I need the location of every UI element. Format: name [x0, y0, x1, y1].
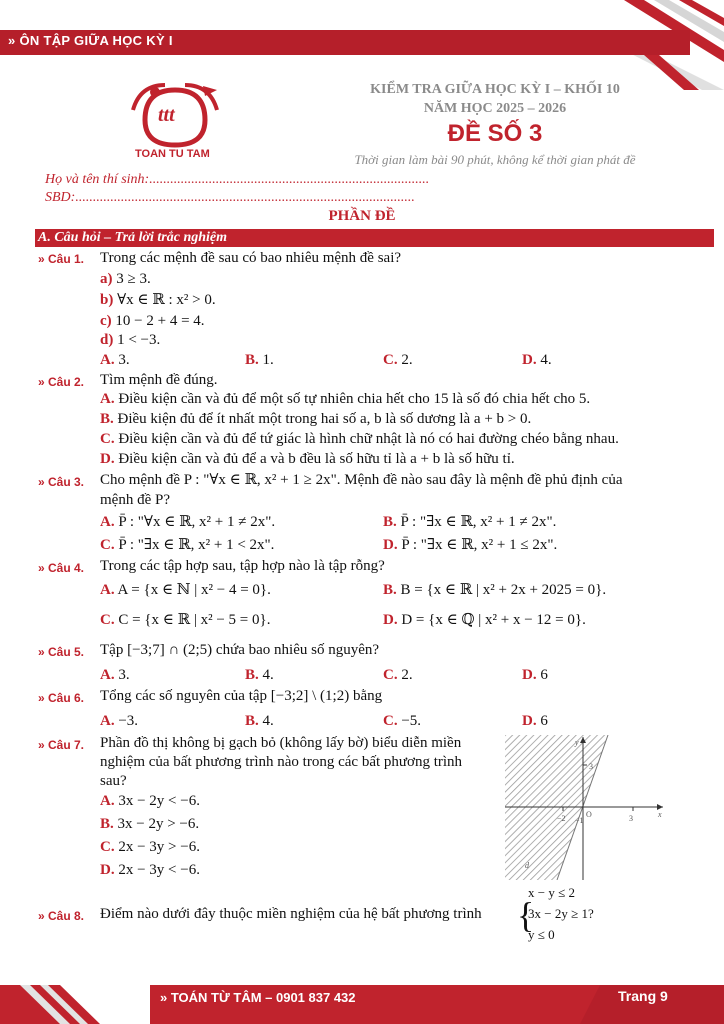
exam-title: KIỂM TRA GIỮA HỌC KỲ I – KHỐI 10 [370, 82, 620, 97]
q1-label: » Câu 1. [38, 252, 85, 266]
q3-option-b: B. P̄ : "∃x ∈ ℝ, x² + 1 ≠ 2x". [383, 514, 557, 530]
q5-label: » Câu 5. [38, 645, 85, 659]
q8-system-line: 3x − 2y ≥ 1? [528, 906, 594, 921]
exam-code: ĐỀ SỐ 3 [447, 120, 543, 147]
q3-label: » Câu 3. [38, 475, 85, 489]
name-line: Họ và tên thí sinh:................................................................................ [45, 172, 430, 187]
q7-label: » Câu 7. [38, 738, 85, 752]
q2-option-b: B. Điều kiện đủ để ít nhất một trong hai số a, b là số dương là a + b > 0. [100, 411, 532, 427]
q8-stem: Điểm nào dưới đây thuộc miền nghiệm của hệ bất phương trình [100, 906, 482, 922]
q5-option-b: B. 4. [245, 667, 274, 683]
q5-stem: Tập [−3;7] ∩ (2;5) chứa bao nhiêu số nguyên? [100, 642, 380, 658]
part-title: PHẦN ĐỀ [328, 208, 396, 224]
q1-item: a) 3 ≥ 3. [100, 271, 151, 287]
q7-stem-line: Phần đồ thị không bị gạch bỏ (không lấy bờ) biểu diễn miền [100, 735, 462, 751]
q7-option-d: D. 2x − 3y < −6. [100, 862, 200, 878]
q2-option-c: C. Điều kiện cần và đủ để tứ giác là hình chữ nhật là nó có hai đường chéo bằng nhau. [100, 431, 619, 447]
y-neg-label: −1 [575, 816, 584, 825]
page-number: Trang 9 [618, 988, 668, 1004]
q2-label: » Câu 2. [38, 375, 85, 389]
q1-item: b) ∀x ∈ ℝ : x² > 0. [100, 292, 216, 308]
x-tick-neg-label: −2 [557, 814, 566, 823]
logo-monogram: ttt [158, 104, 175, 126]
q2-stem: Tìm mệnh đề đúng. [100, 372, 218, 388]
q7-option-c: C. 2x − 3y > −6. [100, 839, 200, 855]
q6-option-a: A. −3. [100, 713, 139, 729]
q1-option-a: A. 3. [100, 352, 130, 368]
q7-option-a: A. 3x − 2y < −6. [100, 793, 200, 809]
logo-name: TOAN TU TAM [135, 148, 210, 160]
q4-option-c: C. C = {x ∈ ℝ | x² − 5 = 0}. [100, 612, 271, 628]
footer-bar [0, 985, 724, 1024]
q1-stem: Trong các mệnh đề sau có bao nhiêu mệnh đề sai? [100, 250, 402, 266]
q4-option-a: A. A = {x ∈ ℕ | x² − 4 = 0}. [100, 582, 271, 598]
q1-option-c: C. 2. [383, 352, 413, 368]
q5-option-c: C. 2. [383, 667, 413, 683]
q4-stem: Trong các tập hợp sau, tập hợp nào là tập rỗng? [100, 558, 385, 574]
q8-label: » Câu 8. [38, 909, 85, 923]
q7-graph [505, 735, 665, 880]
q3-option-c: C. P̄ : "∃x ∈ ℝ, x² + 1 < 2x". [100, 537, 275, 553]
q5-option-d: D. 6 [522, 667, 548, 683]
q6-stem: Tổng các số nguyên của tập [−3;2] \ (1;2) bằng [100, 688, 383, 704]
system-brace: { [517, 895, 535, 935]
q7-stem-line: sau? [100, 773, 127, 789]
time-note: Thời gian làm bài 90 phút, không kể thời gian phát đề [354, 152, 636, 167]
q2-option-a: A. Điều kiện cần và đủ để một số tự nhiên chia hết cho 15 là số đó chia hết cho 5. [100, 391, 591, 407]
q3-stem: Cho mệnh đề P : "∀x ∈ ℝ, x² + 1 ≥ 2x". Mệnh đề nào sau đây là mệnh đề phủ định của [100, 472, 623, 488]
line-label: d [525, 861, 529, 870]
banner-text: » ÔN TẬP GIỮA HỌC KỲ I [8, 33, 173, 48]
y-axis-label: y [575, 738, 579, 747]
q6-option-c: C. −5. [383, 713, 422, 729]
q6-option-b: B. 4. [245, 713, 274, 729]
sbd-line: SBD:................................................................................................. [45, 190, 415, 205]
origin-label: O [586, 810, 592, 819]
section-title: A. Câu hỏi – Trả lời trắc nghiệm [38, 230, 228, 245]
q4-label: » Câu 4. [38, 561, 85, 575]
q7-stem-line: nghiệm của bất phương trình nào trong các bất phương trình [100, 754, 463, 770]
q1-option-d: D. 4. [522, 352, 552, 368]
q1-option-b: B. 1. [245, 352, 274, 368]
x-tick-pos-label: 3 [629, 814, 633, 823]
q8-system-line: x − y ≤ 2 [528, 885, 575, 900]
school-year: NĂM HỌC 2025 – 2026 [423, 101, 567, 116]
y-tick-label: 3 [589, 762, 593, 771]
footer-contact: » TOÁN TỪ TÂM – 0901 837 432 [160, 990, 356, 1005]
q5-option-a: A. 3. [100, 667, 130, 683]
q1-item: d) 1 < −3. [100, 332, 161, 348]
q4-option-b: B. B = {x ∈ ℝ | x² + 2x + 2025 = 0}. [383, 582, 607, 598]
q3-option-d: D. P̄ : "∃x ∈ ℝ, x² + 1 ≤ 2x". [383, 537, 558, 553]
q7-option-b: B. 3x − 2y > −6. [100, 816, 200, 832]
q2-option-d: D. Điều kiện cần và đủ để a và b đều là số hữu tỉ là a + b là số hữu tỉ. [100, 451, 515, 467]
q6-option-d: D. 6 [522, 713, 548, 729]
q8-system-line: y ≤ 0 [528, 927, 555, 942]
q1-item: c) 10 − 2 + 4 = 4. [100, 313, 205, 329]
q3-stem-2: mệnh đề P? [100, 492, 170, 508]
q6-label: » Câu 6. [38, 691, 85, 705]
q4-option-d: D. D = {x ∈ ℚ | x² + x − 12 = 0}. [383, 612, 586, 628]
q3-option-a: A. P̄ : "∀x ∈ ℝ, x² + 1 ≠ 2x". [100, 514, 276, 530]
x-axis-label: x [658, 810, 662, 819]
